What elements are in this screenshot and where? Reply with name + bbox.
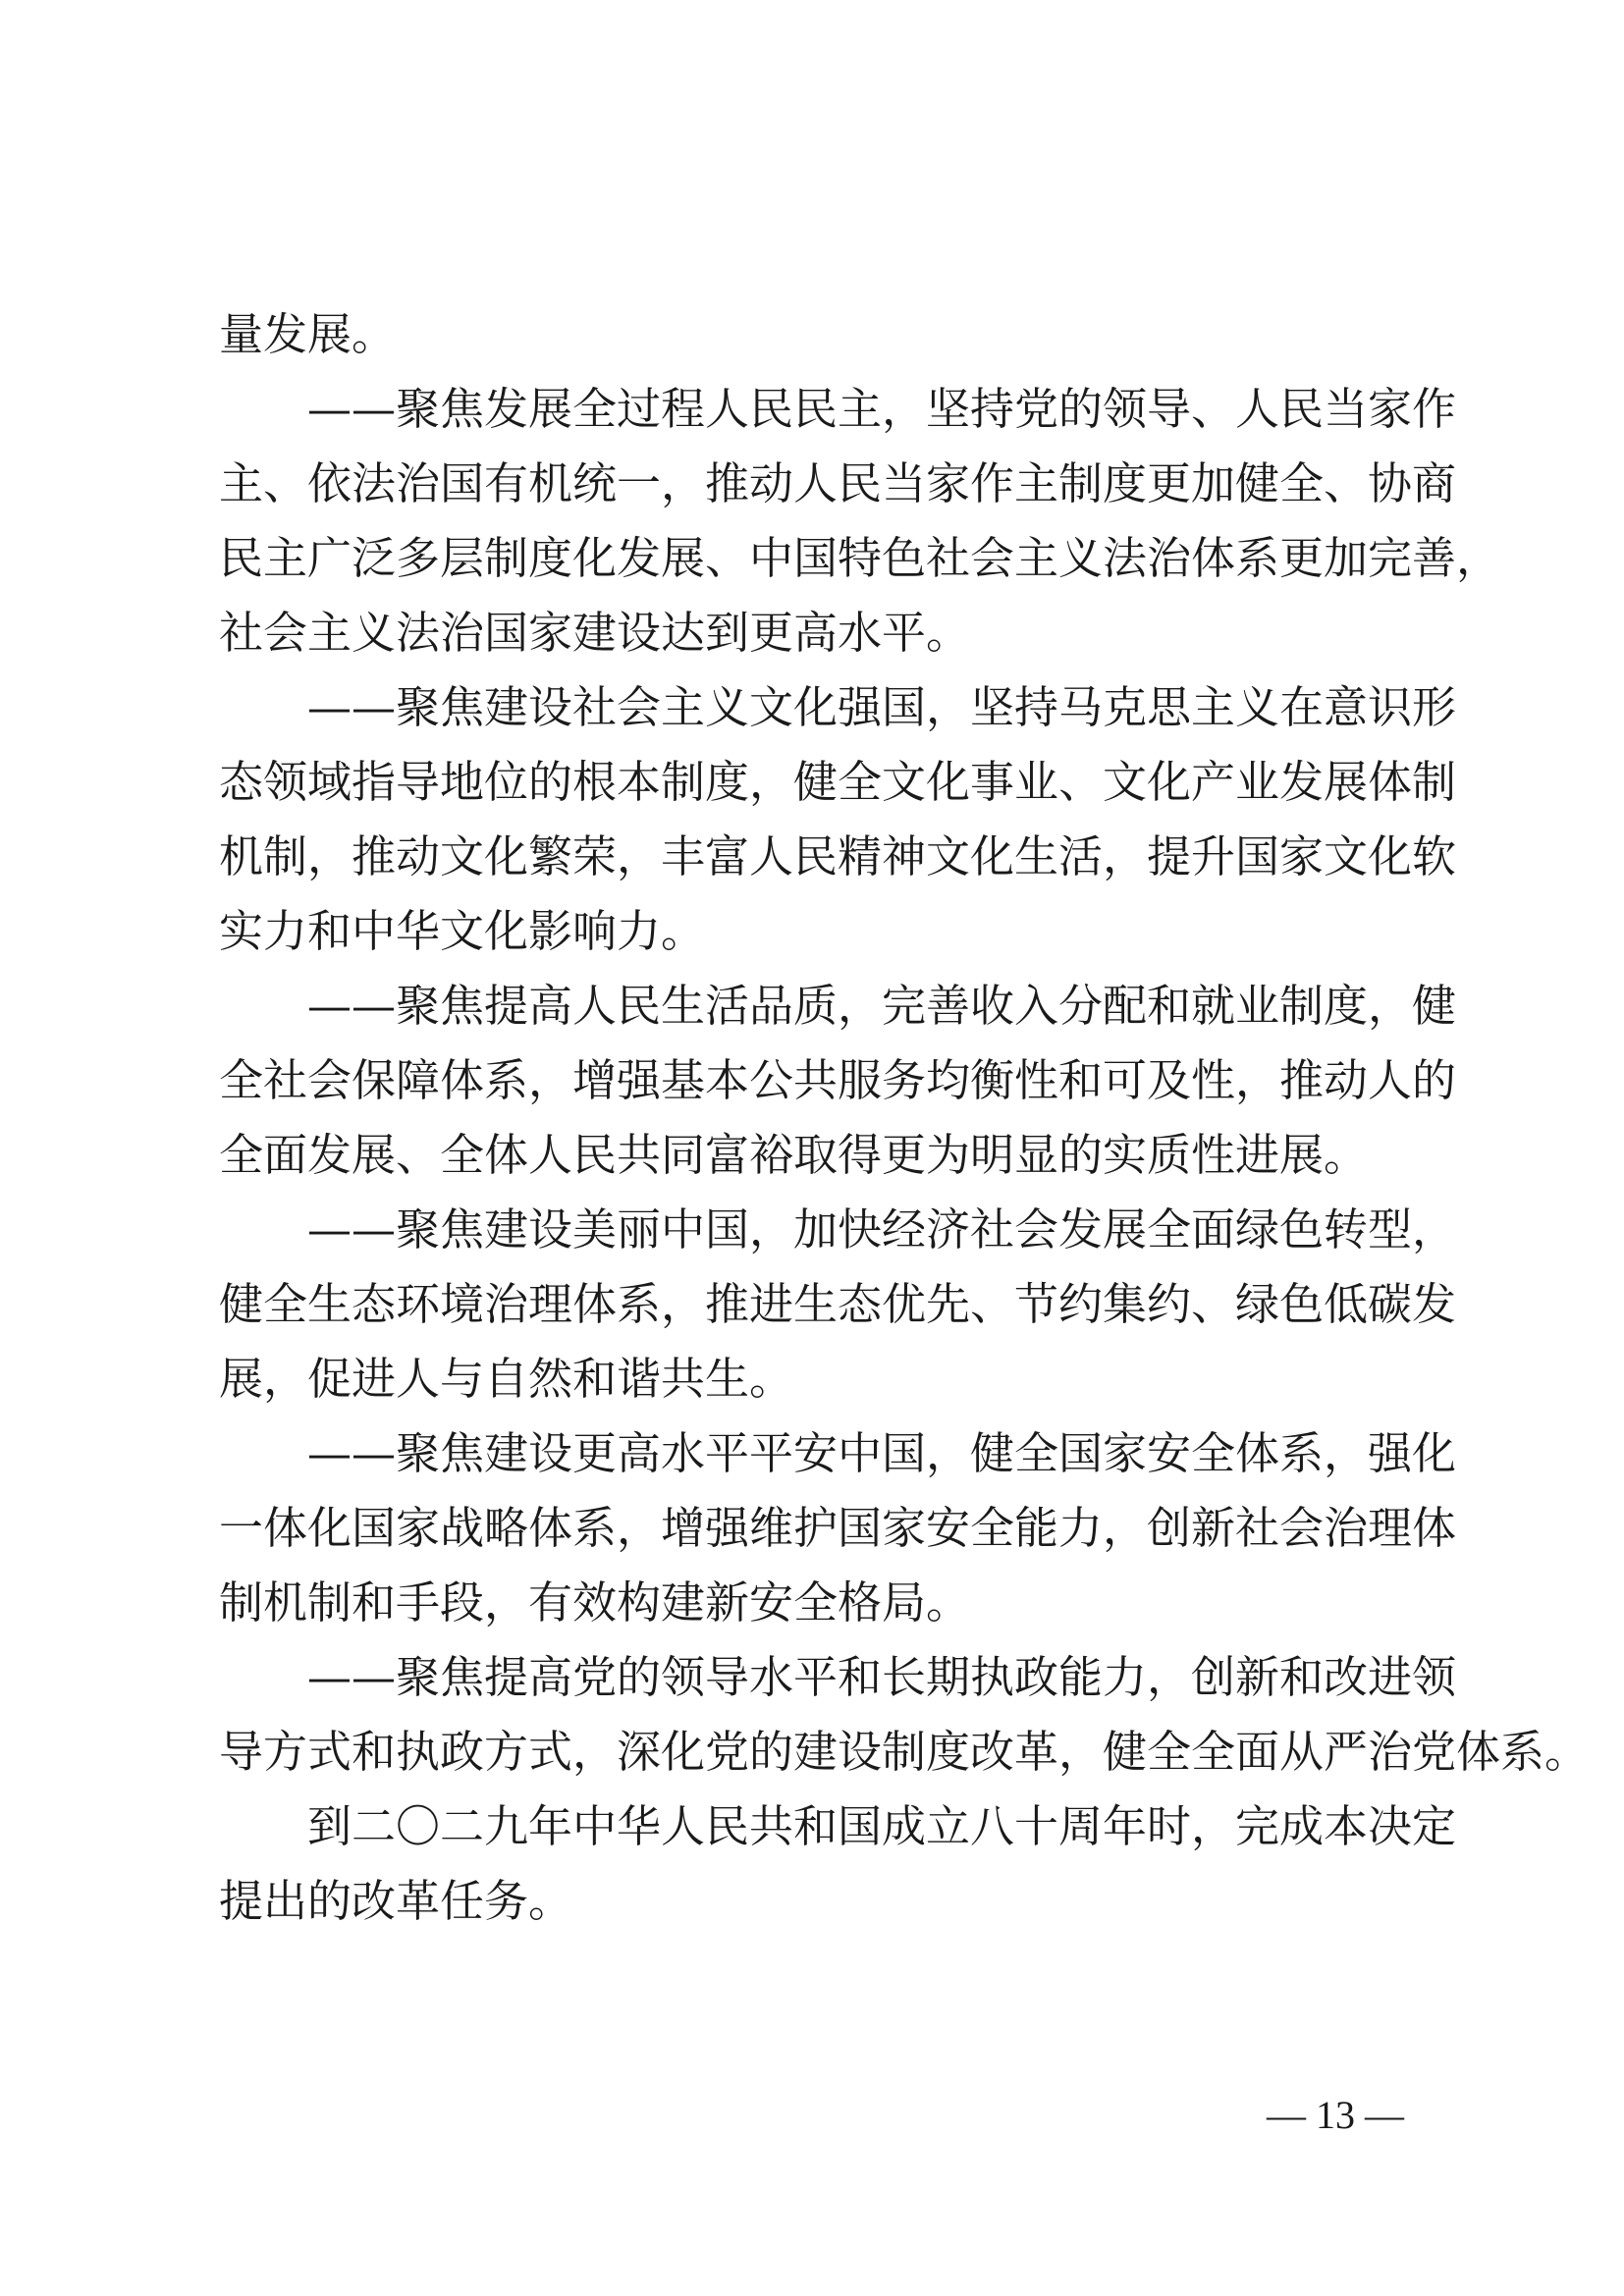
text-line: ——聚焦提高人民生活品质，完善收入分配和就业制度，健: [307, 980, 1457, 1032]
text-line: 社会主义法治国家建设达到更高水平。: [219, 607, 971, 659]
text-line: 一体化国家战略体系，增强维护国家安全能力，创新社会治理体: [219, 1502, 1457, 1554]
text-line: 实力和中华文化影响力。: [219, 905, 706, 957]
text-line: 到二〇二九年中华人民共和国成立八十周年时，完成本决定: [307, 1800, 1457, 1852]
text-line: 全社会保障体系，增强基本公共服务均衡性和可及性，推动人的: [219, 1054, 1457, 1106]
text-line: 健全生态环境治理体系，推进生态优先、节约集约、绿色低碳发: [219, 1278, 1457, 1330]
paragraph-democracy: [219, 372, 1501, 670]
paragraph-security: [219, 1416, 1457, 1640]
text-line: ——聚焦建设更高水平平安中国，健全国家安全体系，强化: [307, 1427, 1457, 1479]
text-line: 主、依法治国有机统一，推动人民当家作主制度更加健全、协商: [219, 457, 1457, 509]
text-line: 态领域指导地位的根本制度，健全文化事业、文化产业发展体制: [219, 756, 1457, 808]
paragraph-continuation: [219, 297, 1427, 372]
text-line: ——聚焦建设美丽中国，加快经济社会发展全面绿色转型，: [307, 1203, 1457, 1255]
text-line: ——聚焦提高党的领导水平和长期执政能力，创新和改进领: [307, 1651, 1457, 1703]
paragraph-culture: [219, 670, 1457, 969]
text-line: ——聚焦发展全过程人民民主，坚持党的领导、人民当家作: [307, 383, 1457, 435]
text-line: 全面发展、全体人民共同富裕取得更为明显的实质性进展。: [219, 1129, 1369, 1181]
paragraph-party: [219, 1640, 1590, 1789]
text-line: 制机制和手段，有效构建新安全格局。: [219, 1576, 971, 1629]
page-number: — 13 —: [1267, 2093, 1404, 2137]
paragraph-timeline: [219, 1789, 1457, 1939]
text-line: 导方式和执政方式，深化党的建设制度改革，健全全面从严治党体系。: [219, 1726, 1590, 1778]
text-line: 展，促进人与自然和谐共生。: [219, 1353, 794, 1405]
text-line: 机制，推动文化繁荣，丰富人民精神文化生活，提升国家文化软: [219, 830, 1457, 882]
paragraph-livelihood: [219, 969, 1457, 1193]
document-body: [219, 297, 1590, 1939]
text-line: 民主广泛多层制度化发展、中国特色社会主义法治体系更加完善，: [219, 532, 1501, 584]
text-line: ——聚焦建设社会主义文化强国，坚持马克思主义在意识形: [307, 681, 1457, 733]
text-line: 提出的改革任务。: [219, 1875, 573, 1927]
text-line: 量发展。: [219, 308, 397, 360]
paragraph-ecology: [219, 1193, 1457, 1416]
